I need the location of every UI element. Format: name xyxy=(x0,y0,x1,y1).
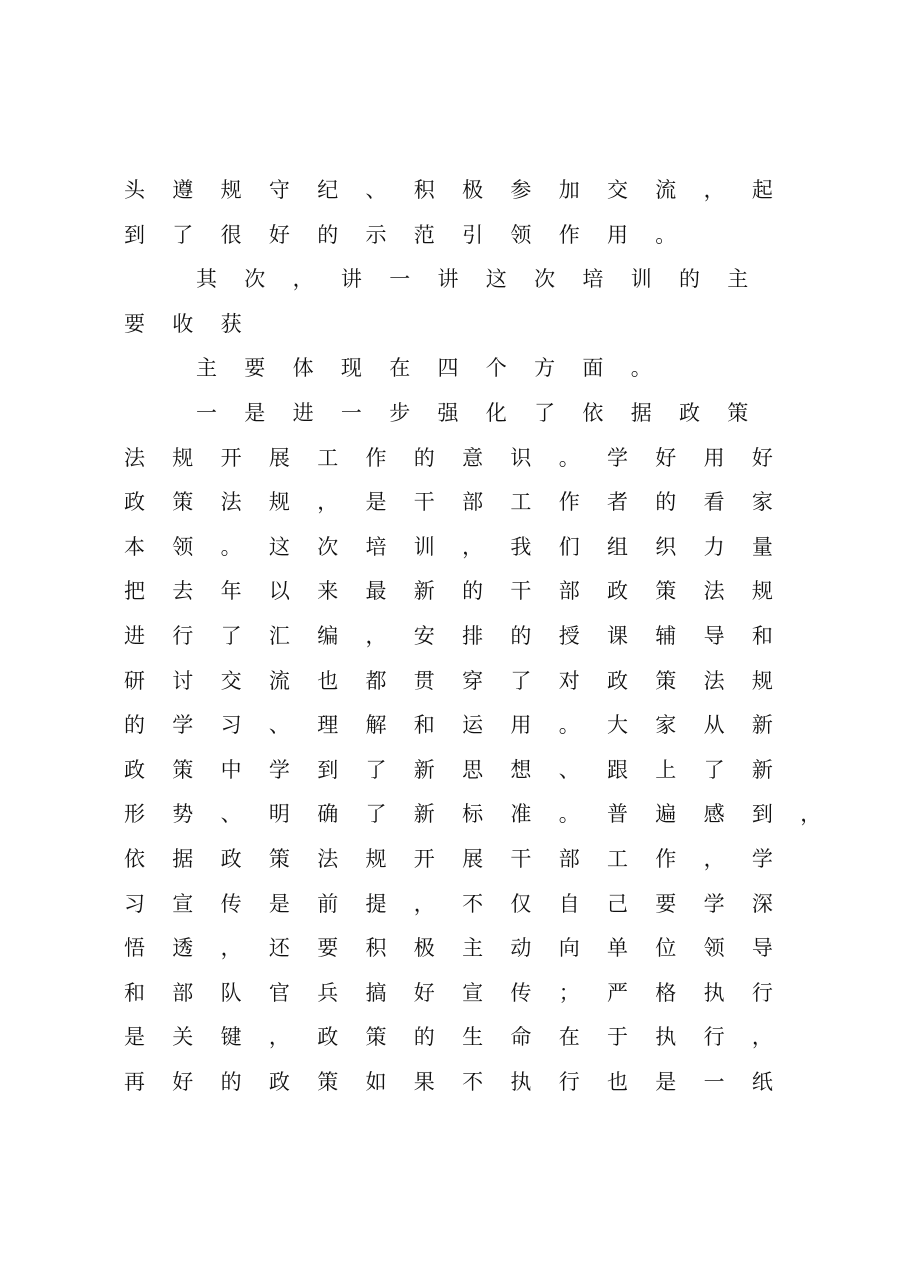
text-line: 再好的政策如果不执行也是一纸 xyxy=(124,1069,801,1094)
text-line: 依据政策法规开展干部工作，学 xyxy=(124,846,801,871)
text-line: 形势、明确了新标准。普遍感到， xyxy=(124,802,849,827)
text-line: 进行了汇编，安排的授课辅导和 xyxy=(124,623,801,648)
text-line: 习宣传是前提，不仅自己要学深 xyxy=(124,891,801,916)
text-line: 是关键，政策的生命在于执行， xyxy=(124,1025,801,1050)
text-line: 到了很好的示范引领作用。 xyxy=(124,222,704,247)
paragraph-start-line: 一是进一步强化了依据政策 xyxy=(196,400,776,425)
section-heading-line: 其次，讲一讲这次培训的主 xyxy=(196,267,776,292)
text-line: 头遵规守纪、积极参加交流，起 xyxy=(124,178,801,202)
text-line: 政策中学到了新思想、跟上了新 xyxy=(124,757,801,782)
text-line: 和部队官兵搞好宣传；严格执行 xyxy=(124,980,801,1005)
text-line: 政策法规，是干部工作者的看家 xyxy=(124,490,801,515)
text-line: 法规开展工作的意识。学好用好 xyxy=(124,445,801,470)
text-line: 主要体现在四个方面。 xyxy=(196,356,679,381)
section-heading-line: 要收获 xyxy=(124,311,269,336)
text-line: 悟透，还要积极主动向单位领导 xyxy=(124,936,801,961)
text-line: 的学习、理解和运用。大家从新 xyxy=(124,713,801,738)
text-line: 本领。这次培训，我们组织力量 xyxy=(124,534,801,559)
text-line: 把去年以来最新的干部政策法规 xyxy=(124,579,801,604)
text-line: 研讨交流也都贯穿了对政策法规 xyxy=(124,668,801,693)
body-text xyxy=(124,168,849,1104)
